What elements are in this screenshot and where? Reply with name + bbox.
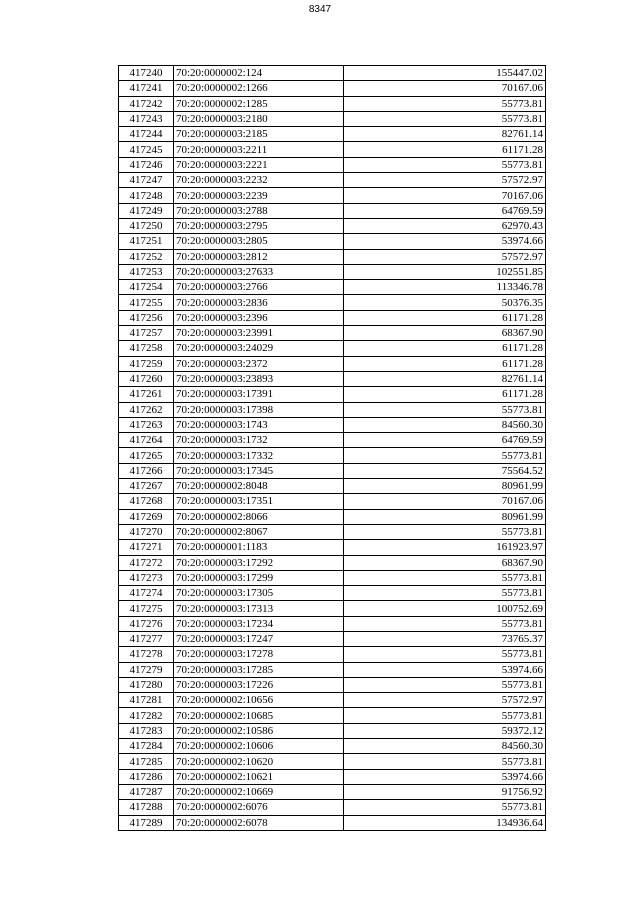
cadastral-number-cell: 70:20:0000002:8066 [174,509,344,524]
cadastral-number-cell: 70:20:0000001:1183 [174,540,344,555]
row-number-cell: 417280 [119,677,174,692]
cadastral-number-cell: 70:20:0000003:17285 [174,662,344,677]
cadastral-number-cell: 70:20:0000003:2766 [174,280,344,295]
amount-cell: 91756.92 [344,784,546,799]
cadastral-number-cell: 70:20:0000002:6076 [174,800,344,815]
table-row [119,66,546,81]
amount-cell: 61171.28 [344,387,546,402]
cadastral-number-cell: 70:20:0000003:2372 [174,356,344,371]
cadastral-number-cell: 70:20:0000002:6078 [174,815,344,830]
cadastral-number-cell: 70:20:0000003:17351 [174,494,344,509]
table-row [119,494,546,509]
cadastral-number-cell: 70:20:0000002:8048 [174,479,344,494]
amount-cell: 68367.90 [344,326,546,341]
table-row [119,127,546,142]
cadastral-number-cell: 70:20:0000003:2211 [174,142,344,157]
row-number-cell: 417260 [119,371,174,386]
cadastral-number-cell: 70:20:0000003:17398 [174,402,344,417]
row-number-cell: 417271 [119,540,174,555]
row-number-cell: 417261 [119,387,174,402]
row-number-cell: 417248 [119,188,174,203]
row-number-cell: 417267 [119,479,174,494]
row-number-cell: 417270 [119,524,174,539]
row-number-cell: 417283 [119,723,174,738]
table-row [119,341,546,356]
row-number-cell: 417242 [119,96,174,111]
amount-cell: 61171.28 [344,310,546,325]
table-row [119,234,546,249]
cadastral-number-cell: 70:20:0000003:17278 [174,647,344,662]
table-row [119,188,546,203]
cadastral-number-cell: 70:20:0000003:17247 [174,631,344,646]
table-row [119,647,546,662]
amount-cell: 55773.81 [344,402,546,417]
table-row [119,326,546,341]
cadastral-number-cell: 70:20:0000003:24029 [174,341,344,356]
cadastral-number-cell: 70:20:0000003:1732 [174,433,344,448]
table-row [119,693,546,708]
row-number-cell: 417265 [119,448,174,463]
table-row [119,142,546,157]
row-number-cell: 417241 [119,81,174,96]
table-row [119,739,546,754]
cadastral-number-cell: 70:20:0000003:17292 [174,555,344,570]
amount-cell: 61171.28 [344,142,546,157]
amount-cell: 70167.06 [344,81,546,96]
table-row [119,417,546,432]
table-row [119,249,546,264]
table-row [119,708,546,723]
row-number-cell: 417276 [119,616,174,631]
row-number-cell: 417243 [119,111,174,126]
row-number-cell: 417282 [119,708,174,723]
row-number-cell: 417277 [119,631,174,646]
amount-cell: 82761.14 [344,127,546,142]
cadastral-number-cell: 70:20:0000003:2812 [174,249,344,264]
row-number-cell: 417251 [119,234,174,249]
table-row [119,371,546,386]
row-number-cell: 417266 [119,463,174,478]
table-row [119,81,546,96]
cadastral-number-cell: 70:20:0000002:10620 [174,754,344,769]
table-row [119,723,546,738]
amount-cell: 61171.28 [344,341,546,356]
table-row [119,586,546,601]
table-row [119,203,546,218]
cadastral-number-cell: 70:20:0000003:2795 [174,218,344,233]
table-row [119,769,546,784]
table-body [119,66,546,831]
row-number-cell: 417279 [119,662,174,677]
table-row [119,662,546,677]
amount-cell: 55773.81 [344,157,546,172]
row-number-cell: 417284 [119,739,174,754]
amount-cell: 75564.52 [344,463,546,478]
table-row [119,264,546,279]
amount-cell: 102551.85 [344,264,546,279]
amount-cell: 55773.81 [344,570,546,585]
cadastral-number-cell: 70:20:0000003:17391 [174,387,344,402]
amount-cell: 113346.78 [344,280,546,295]
row-number-cell: 417274 [119,586,174,601]
row-number-cell: 417272 [119,555,174,570]
row-number-cell: 417268 [119,494,174,509]
amount-cell: 55773.81 [344,708,546,723]
table-row [119,310,546,325]
table-row [119,570,546,585]
amount-cell: 100752.69 [344,601,546,616]
amount-cell: 155447.02 [344,66,546,81]
cadastral-number-cell: 70:20:0000002:10685 [174,708,344,723]
amount-cell: 55773.81 [344,96,546,111]
cadastral-number-cell: 70:20:0000003:17305 [174,586,344,601]
row-number-cell: 417259 [119,356,174,371]
amount-cell: 55773.81 [344,647,546,662]
amount-cell: 68367.90 [344,555,546,570]
table-row [119,524,546,539]
cadastral-number-cell: 70:20:0000003:17345 [174,463,344,478]
table-row [119,601,546,616]
table-row [119,815,546,830]
row-number-cell: 417275 [119,601,174,616]
row-number-cell: 417258 [119,341,174,356]
cadastral-number-cell: 70:20:0000003:2836 [174,295,344,310]
table-row [119,616,546,631]
cadastral-number-cell: 70:20:0000003:17234 [174,616,344,631]
row-number-cell: 417287 [119,784,174,799]
table-row [119,387,546,402]
amount-cell: 55773.81 [344,800,546,815]
row-number-cell: 417244 [119,127,174,142]
row-number-cell: 417254 [119,280,174,295]
cadastral-number-cell: 70:20:0000002:10621 [174,769,344,784]
row-number-cell: 417246 [119,157,174,172]
row-number-cell: 417269 [119,509,174,524]
cadastral-number-cell: 70:20:0000003:17332 [174,448,344,463]
amount-cell: 57572.97 [344,693,546,708]
row-number-cell: 417286 [119,769,174,784]
amount-cell: 55773.81 [344,111,546,126]
amount-cell: 53974.66 [344,769,546,784]
cadastral-number-cell: 70:20:0000002:10586 [174,723,344,738]
row-number-cell: 417278 [119,647,174,662]
row-number-cell: 417262 [119,402,174,417]
amount-cell: 53974.66 [344,662,546,677]
amount-cell: 57572.97 [344,173,546,188]
row-number-cell: 417245 [119,142,174,157]
table-row [119,218,546,233]
row-number-cell: 417257 [119,326,174,341]
amount-cell: 64769.59 [344,433,546,448]
cadastral-number-cell: 70:20:0000003:2396 [174,310,344,325]
amount-cell: 55773.81 [344,754,546,769]
amount-cell: 84560.30 [344,417,546,432]
table-row [119,295,546,310]
amount-cell: 64769.59 [344,203,546,218]
amount-cell: 55773.81 [344,677,546,692]
amount-cell: 70167.06 [344,188,546,203]
table-row [119,173,546,188]
amount-cell: 55773.81 [344,616,546,631]
row-number-cell: 417264 [119,433,174,448]
table-row [119,433,546,448]
cadastral-number-cell: 70:20:0000003:17313 [174,601,344,616]
table-row [119,280,546,295]
table-row [119,555,546,570]
cadastral-number-cell: 70:20:0000002:1285 [174,96,344,111]
cadastral-number-cell: 70:20:0000003:2805 [174,234,344,249]
row-number-cell: 417281 [119,693,174,708]
cadastral-number-cell: 70:20:0000002:10669 [174,784,344,799]
row-number-cell: 417289 [119,815,174,830]
cadastral-number-cell: 70:20:0000003:23893 [174,371,344,386]
row-number-cell: 417247 [119,173,174,188]
table-row [119,356,546,371]
amount-cell: 82761.14 [344,371,546,386]
cadastral-number-cell: 70:20:0000002:1266 [174,81,344,96]
amount-cell: 161923.97 [344,540,546,555]
amount-cell: 50376.35 [344,295,546,310]
amount-cell: 55773.81 [344,448,546,463]
row-number-cell: 417285 [119,754,174,769]
table-row [119,463,546,478]
amount-cell: 59372.12 [344,723,546,738]
table-row [119,540,546,555]
cadastral-number-cell: 70:20:0000002:10656 [174,693,344,708]
table-row [119,157,546,172]
cadastral-number-cell: 70:20:0000003:27633 [174,264,344,279]
cadastral-number-cell: 70:20:0000003:2788 [174,203,344,218]
cadastral-number-cell: 70:20:0000003:17299 [174,570,344,585]
row-number-cell: 417255 [119,295,174,310]
row-number-cell: 417253 [119,264,174,279]
row-number-cell: 417249 [119,203,174,218]
table-row [119,96,546,111]
cadastral-number-cell: 70:20:0000003:2185 [174,127,344,142]
table-row [119,631,546,646]
data-table [118,65,546,831]
cadastral-number-cell: 70:20:0000002:124 [174,66,344,81]
row-number-cell: 417252 [119,249,174,264]
table-row [119,509,546,524]
row-number-cell: 417240 [119,66,174,81]
amount-cell: 80961.99 [344,479,546,494]
table-row [119,784,546,799]
row-number-cell: 417256 [119,310,174,325]
table-row [119,479,546,494]
page-number: 8347 [308,4,332,15]
amount-cell: 70167.06 [344,494,546,509]
table-row [119,402,546,417]
table-row [119,754,546,769]
table-row [119,448,546,463]
row-number-cell: 417273 [119,570,174,585]
amount-cell: 134936.64 [344,815,546,830]
amount-cell: 57572.97 [344,249,546,264]
cadastral-number-cell: 70:20:0000003:1743 [174,417,344,432]
amount-cell: 55773.81 [344,586,546,601]
cadastral-number-cell: 70:20:0000003:2232 [174,173,344,188]
amount-cell: 80961.99 [344,509,546,524]
row-number-cell: 417250 [119,218,174,233]
cadastral-number-cell: 70:20:0000003:17226 [174,677,344,692]
row-number-cell: 417263 [119,417,174,432]
amount-cell: 62970.43 [344,218,546,233]
table-row [119,111,546,126]
cadastral-number-cell: 70:20:0000002:10606 [174,739,344,754]
amount-cell: 73765.37 [344,631,546,646]
cadastral-number-cell: 70:20:0000003:2180 [174,111,344,126]
amount-cell: 61171.28 [344,356,546,371]
cadastral-number-cell: 70:20:0000002:8067 [174,524,344,539]
cadastral-number-cell: 70:20:0000003:2221 [174,157,344,172]
amount-cell: 53974.66 [344,234,546,249]
table-row [119,677,546,692]
amount-cell: 55773.81 [344,524,546,539]
row-number-cell: 417288 [119,800,174,815]
table-row [119,800,546,815]
cadastral-number-cell: 70:20:0000003:2239 [174,188,344,203]
cadastral-number-cell: 70:20:0000003:23991 [174,326,344,341]
amount-cell: 84560.30 [344,739,546,754]
